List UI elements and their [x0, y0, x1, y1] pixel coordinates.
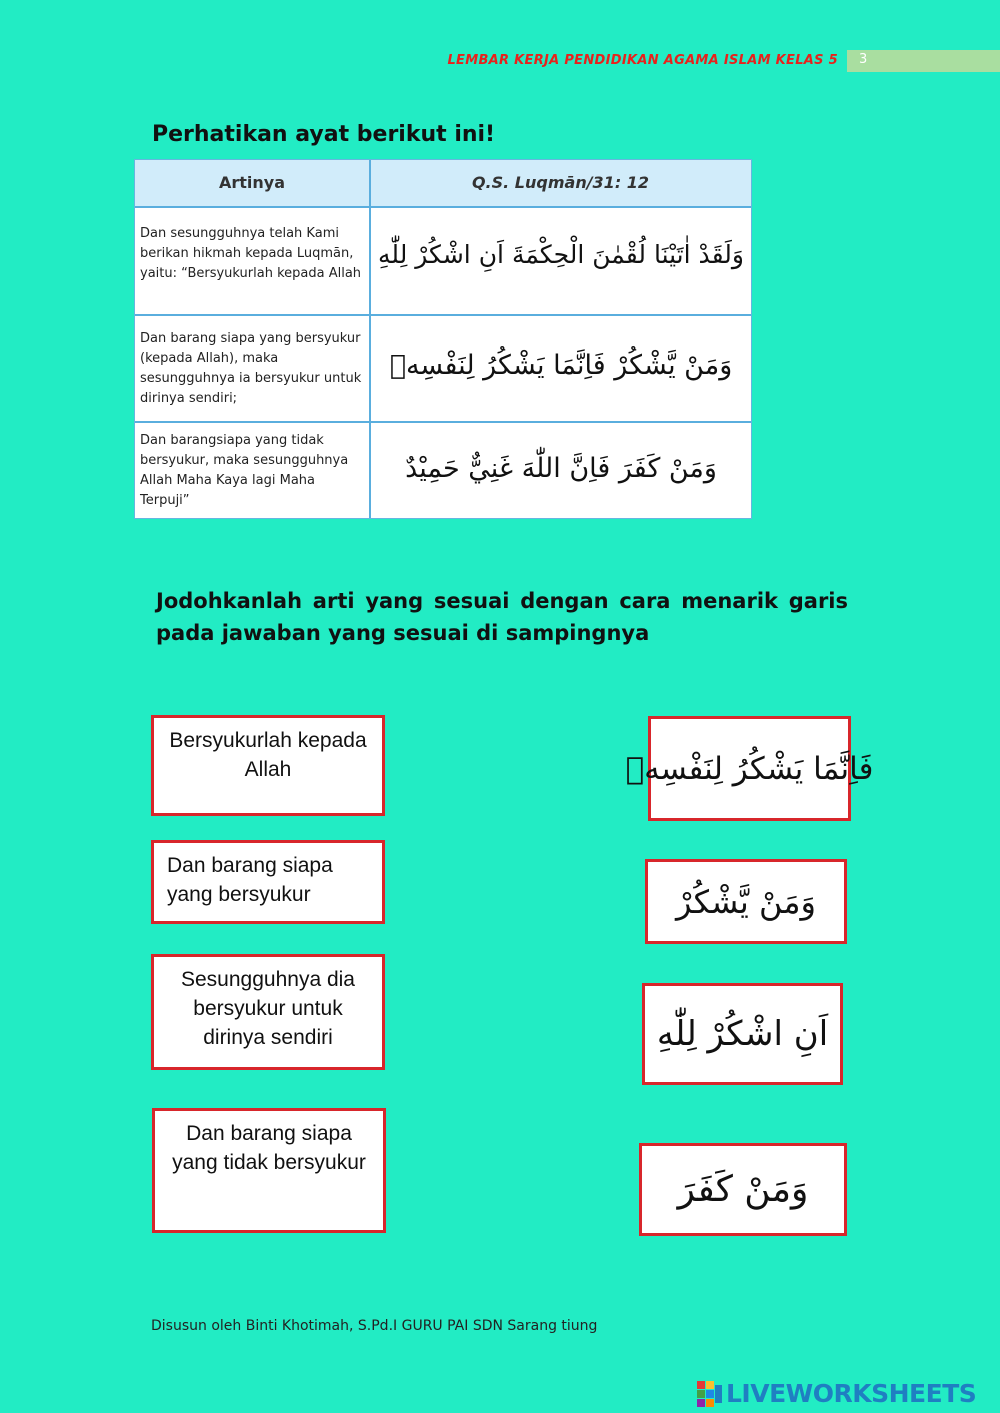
verse-table	[134, 159, 752, 519]
match-right-arabic: اَنِ اشْكُرْ لِلّٰهِ	[656, 1014, 829, 1054]
match-right-1[interactable]	[625, 716, 874, 821]
liveworksheets-icon	[697, 1381, 723, 1407]
section-heading-matching: Jodohkanlah arti yang sesuai dengan cara menarik garis pada jawaban yang sesuai di sampingnya	[156, 589, 848, 645]
match-left-label: Bersyukurlah kepada Allah	[169, 729, 367, 781]
table-row	[135, 423, 751, 518]
match-left-1[interactable]	[151, 715, 385, 816]
column-header-meaning: Artinya	[218, 173, 286, 192]
match-left-label: Dan barang siapa yang bersyukur	[167, 854, 333, 906]
match-right-3[interactable]	[642, 983, 843, 1085]
match-right-4[interactable]	[639, 1143, 847, 1236]
row-meaning-text: Dan barang siapa yang bersyukur (kepada Allah), maka sesungguhnya ia bersyukur untuk dirinya sendiri;	[140, 331, 362, 406]
match-left-label: Dan barang siapa yang tidak bersyukur	[172, 1122, 366, 1174]
row-arabic-text: وَمَنْ كَفَرَ فَاِنَّ اللّٰهَ غَنِيٌّ حَمِيْدٌ	[405, 453, 717, 484]
table-row	[135, 316, 751, 423]
verse-table-header	[135, 160, 751, 208]
worksheet-header-title: LEMBAR KERJA PENDIDIKAN AGAMA ISLAM KELAS 5	[447, 53, 838, 68]
row-meaning-text: Dan barangsiapa yang tidak bersyukur, maka sesungguhnya Allah Maha Kaya lagi Maha Terpuji”	[140, 433, 349, 508]
section-heading-observe: Perhatikan ayat berikut ini!	[152, 122, 496, 147]
match-left-4[interactable]	[152, 1108, 386, 1233]
brand-name: LIVEWORKSHEETS	[726, 1379, 977, 1408]
match-right-arabic: وَمَنْ يَّشْكُرْ	[676, 882, 816, 921]
match-right-2[interactable]	[645, 859, 847, 944]
page-number: 3	[859, 52, 868, 67]
footer-credit: Disusun oleh Binti Khotimah, S.Pd.I GURU PAI SDN Sarang tiung	[151, 1318, 598, 1334]
match-right-arabic: وَمَنْ كَفَرَ	[677, 1169, 809, 1210]
column-header-source: Q.S. Luqmān/31: 12	[471, 173, 650, 192]
row-arabic-text: وَلَقَدْ اٰتَيْنَا لُقْمٰنَ الْحِكْمَةَ اَنِ اشْكُرْ لِلّٰهِ	[378, 240, 744, 269]
table-row	[135, 208, 751, 316]
match-right-arabic: فَاِنَّمَا يَشْكُرُ لِنَفْسِهٖ	[625, 750, 874, 787]
match-left-label: Sesungguhnya dia bersyukur untuk dirinya sendiri	[181, 968, 355, 1049]
row-meaning-text: Dan sesungguhnya telah Kami berikan hikmah kepada Luqmān, yaitu: “Bersyukurlah kepada Allah	[140, 226, 362, 281]
match-left-2[interactable]	[151, 840, 385, 924]
match-left-3[interactable]	[151, 954, 385, 1070]
page-number-bar	[847, 50, 1000, 72]
row-arabic-text: وَمَنْ يَّشْكُرْ فَاِنَّمَا يَشْكُرُ لِنَفْسِهٖ	[389, 350, 733, 381]
